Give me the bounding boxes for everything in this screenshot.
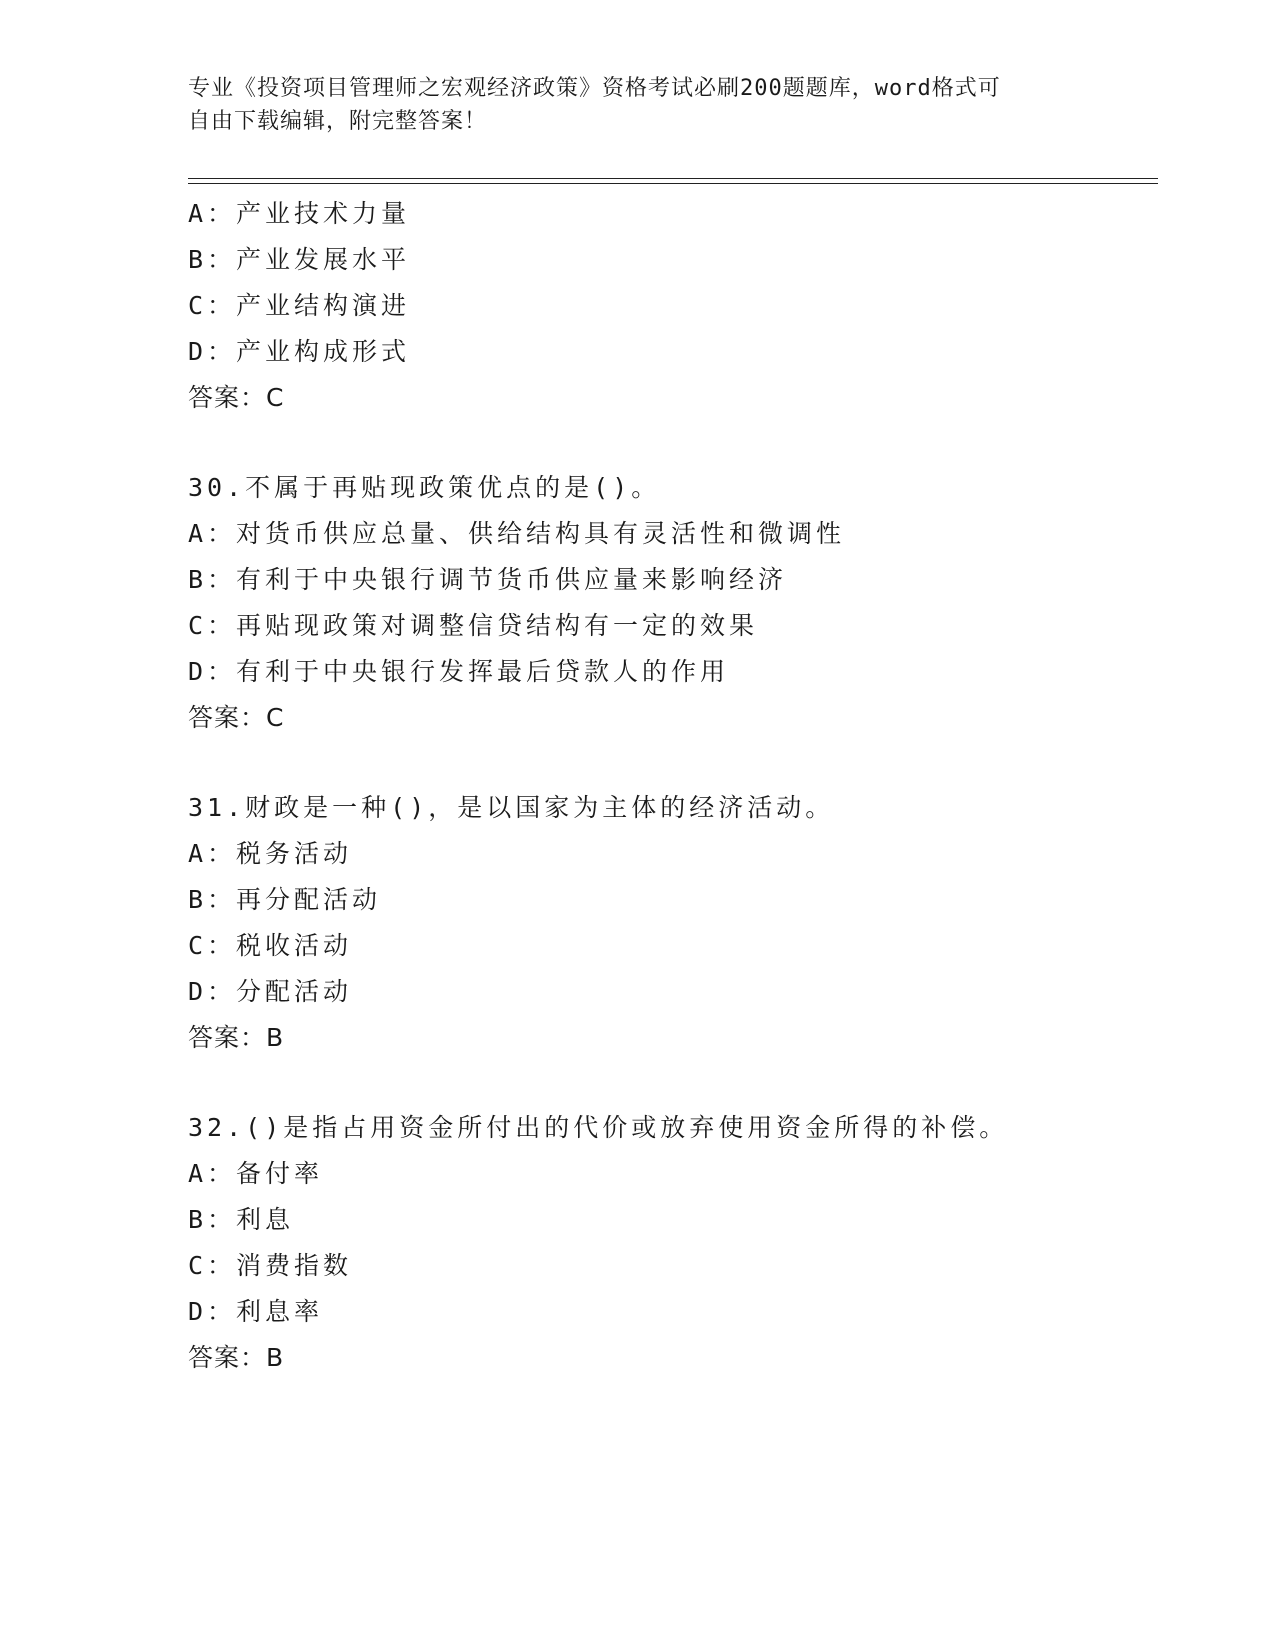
option-c: C：消费指数: [188, 1251, 353, 1280]
option-d: D：分配活动: [188, 977, 353, 1006]
option-d: D：有利于中央银行发挥最后贷款人的作用: [188, 657, 730, 686]
option-a: A：对货币供应总量、供给结构具有灵活性和微调性: [188, 519, 846, 548]
option-a: A：产业技术力量: [188, 199, 411, 228]
option-a: A：备付率: [188, 1159, 324, 1188]
option-d: D：产业构成形式: [188, 337, 411, 366]
answer-line: 答案：C: [188, 703, 285, 732]
question-stem: 30.不属于再贴现政策优点的是()。: [188, 473, 661, 502]
option-d: D：利息率: [188, 1297, 324, 1326]
header-rule-bottom: [188, 183, 1158, 184]
option-c: C：税收活动: [188, 931, 353, 960]
question-block-32: [188, 1105, 1158, 1381]
option-b: B：有利于中央银行调节货币供应量来影响经济: [188, 565, 788, 594]
question-stem: 32.()是指占用资金所付出的代价或放弃使用资金所得的补偿。: [188, 1113, 1009, 1142]
option-b: B：再分配活动: [188, 885, 382, 914]
answer-line: 答案：B: [188, 1023, 285, 1052]
question-block-31: [188, 785, 1158, 1061]
question-block-29: [188, 191, 1158, 421]
question-list: [188, 191, 1158, 1381]
header-line-2: 自由下载编辑，附完整答案！: [188, 109, 488, 134]
document-header: [188, 72, 1088, 138]
question-stem: 31.财政是一种()，是以国家为主体的经济活动。: [188, 793, 835, 822]
option-b: B：利息: [188, 1205, 295, 1234]
option-c: C：产业结构演进: [188, 291, 411, 320]
option-b: B：产业发展水平: [188, 245, 411, 274]
question-block-30: [188, 465, 1158, 741]
option-a: A：税务活动: [188, 839, 353, 868]
answer-line: 答案：C: [188, 383, 285, 412]
header-rule-top: [188, 178, 1158, 179]
option-c: C：再贴现政策对调整信贷结构有一定的效果: [188, 611, 759, 640]
header-line-1: 专业《投资项目管理师之宏观经济政策》资格考试必刷200题题库，word格式可: [188, 76, 1001, 101]
answer-line: 答案：B: [188, 1343, 285, 1372]
